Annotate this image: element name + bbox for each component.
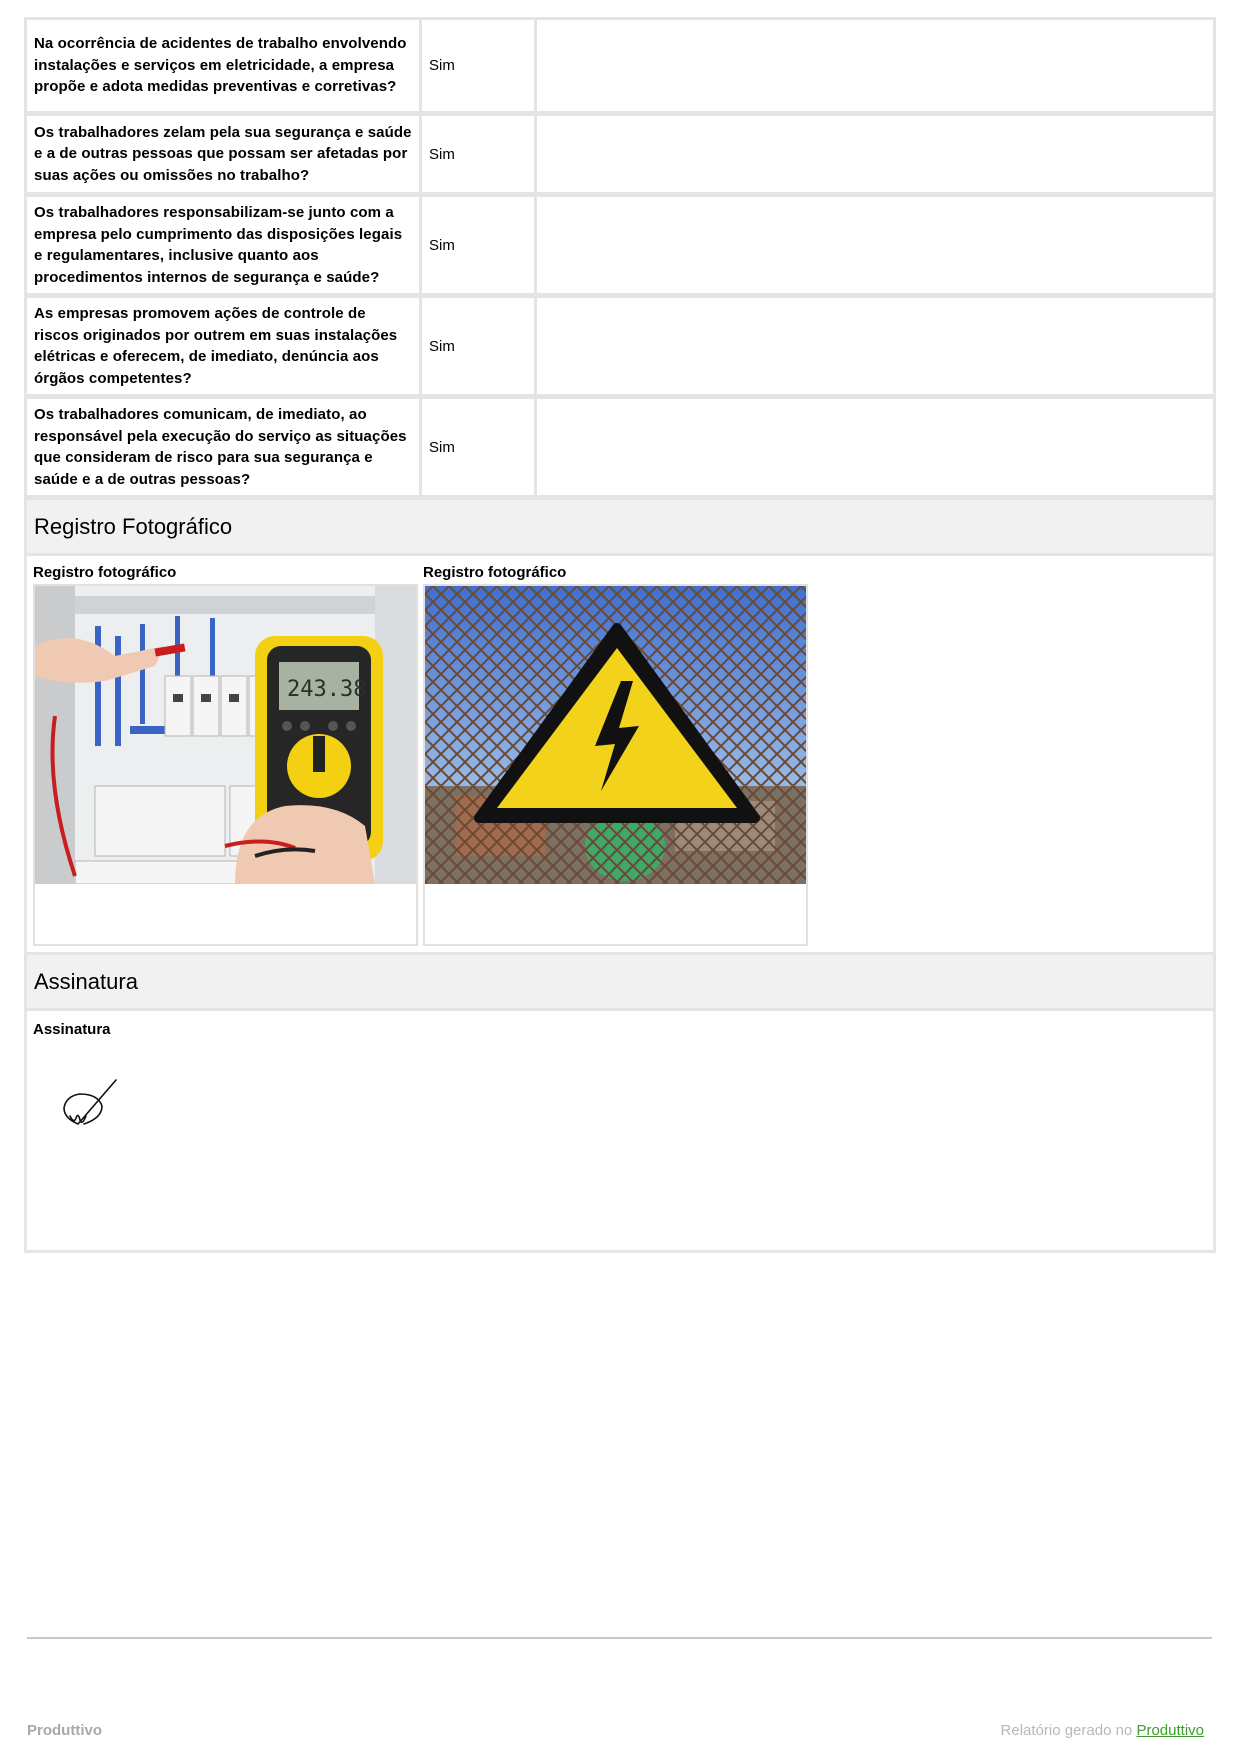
photo-label: Registro fotográfico: [423, 564, 567, 581]
footer-divider: [27, 1637, 1212, 1639]
footer-produttivo-link[interactable]: Produttivo: [1136, 1722, 1204, 1739]
question-row: [24, 396, 1216, 498]
photo-frame[interactable]: [423, 584, 808, 946]
question-text: Na ocorrência de acidentes de trabalho envolvendo instalações e serviços em eletricidade, a empresa propõe e adota medidas preventivas e corretivas?: [24, 17, 422, 114]
warning-sign-photo: [425, 586, 806, 884]
footer-generated: [1001, 1722, 1204, 1739]
answer-value: Sim: [419, 17, 537, 114]
question-text: Os trabalhadores comunicam, de imediato, ao responsável pela execução do serviço as situações que consideram de risco para sua segurança e saúde e a de outras pessoas?: [24, 396, 422, 498]
section-title: Assinatura: [34, 968, 138, 994]
question-text: Os trabalhadores zelam pela sua segurança e saúde e a de outras pessoas que possam ser afetadas por suas ações ou omissões no trabalho?: [24, 113, 422, 195]
comment-cell: [534, 194, 1216, 296]
answer-value: Sim: [419, 194, 537, 296]
comment-cell: [534, 17, 1216, 114]
comment-cell: [534, 113, 1216, 195]
question-row: [24, 295, 1216, 397]
signature-image: [58, 1078, 124, 1130]
multimeter-photo: [35, 586, 416, 884]
photo-label: Registro fotográfico: [33, 564, 177, 581]
answer-value: Sim: [419, 295, 537, 397]
section-title: Registro Fotográfico: [34, 513, 233, 539]
signature-section-header: [24, 952, 1216, 1011]
question-text: As empresas promovem ações de controle de riscos originados por outrem em suas instalações elétricas e oferecem, de imediato, denúncia aos órgãos competentes?: [24, 295, 422, 397]
comment-cell: [534, 396, 1216, 498]
comment-cell: [534, 295, 1216, 397]
signature-label: Assinatura: [33, 1021, 111, 1038]
question-row: [24, 113, 1216, 195]
question-text: Os trabalhadores responsabilizam-se junto com a empresa pelo cumprimento das disposições legais e regulamentares, inclusive quanto aos procedimentos internos de segurança e saúde?: [24, 194, 422, 296]
answer-value: Sim: [419, 113, 537, 195]
footer-generated-text: Relatório gerado no: [1000, 1722, 1133, 1739]
footer-brand: Produttivo: [27, 1722, 102, 1739]
meter-reading: 243.38: [287, 677, 367, 702]
photo-frame[interactable]: [33, 584, 418, 946]
question-row: [24, 17, 1216, 114]
answer-value: Sim: [419, 396, 537, 498]
photo-section-header: [24, 497, 1216, 556]
question-row: [24, 194, 1216, 296]
